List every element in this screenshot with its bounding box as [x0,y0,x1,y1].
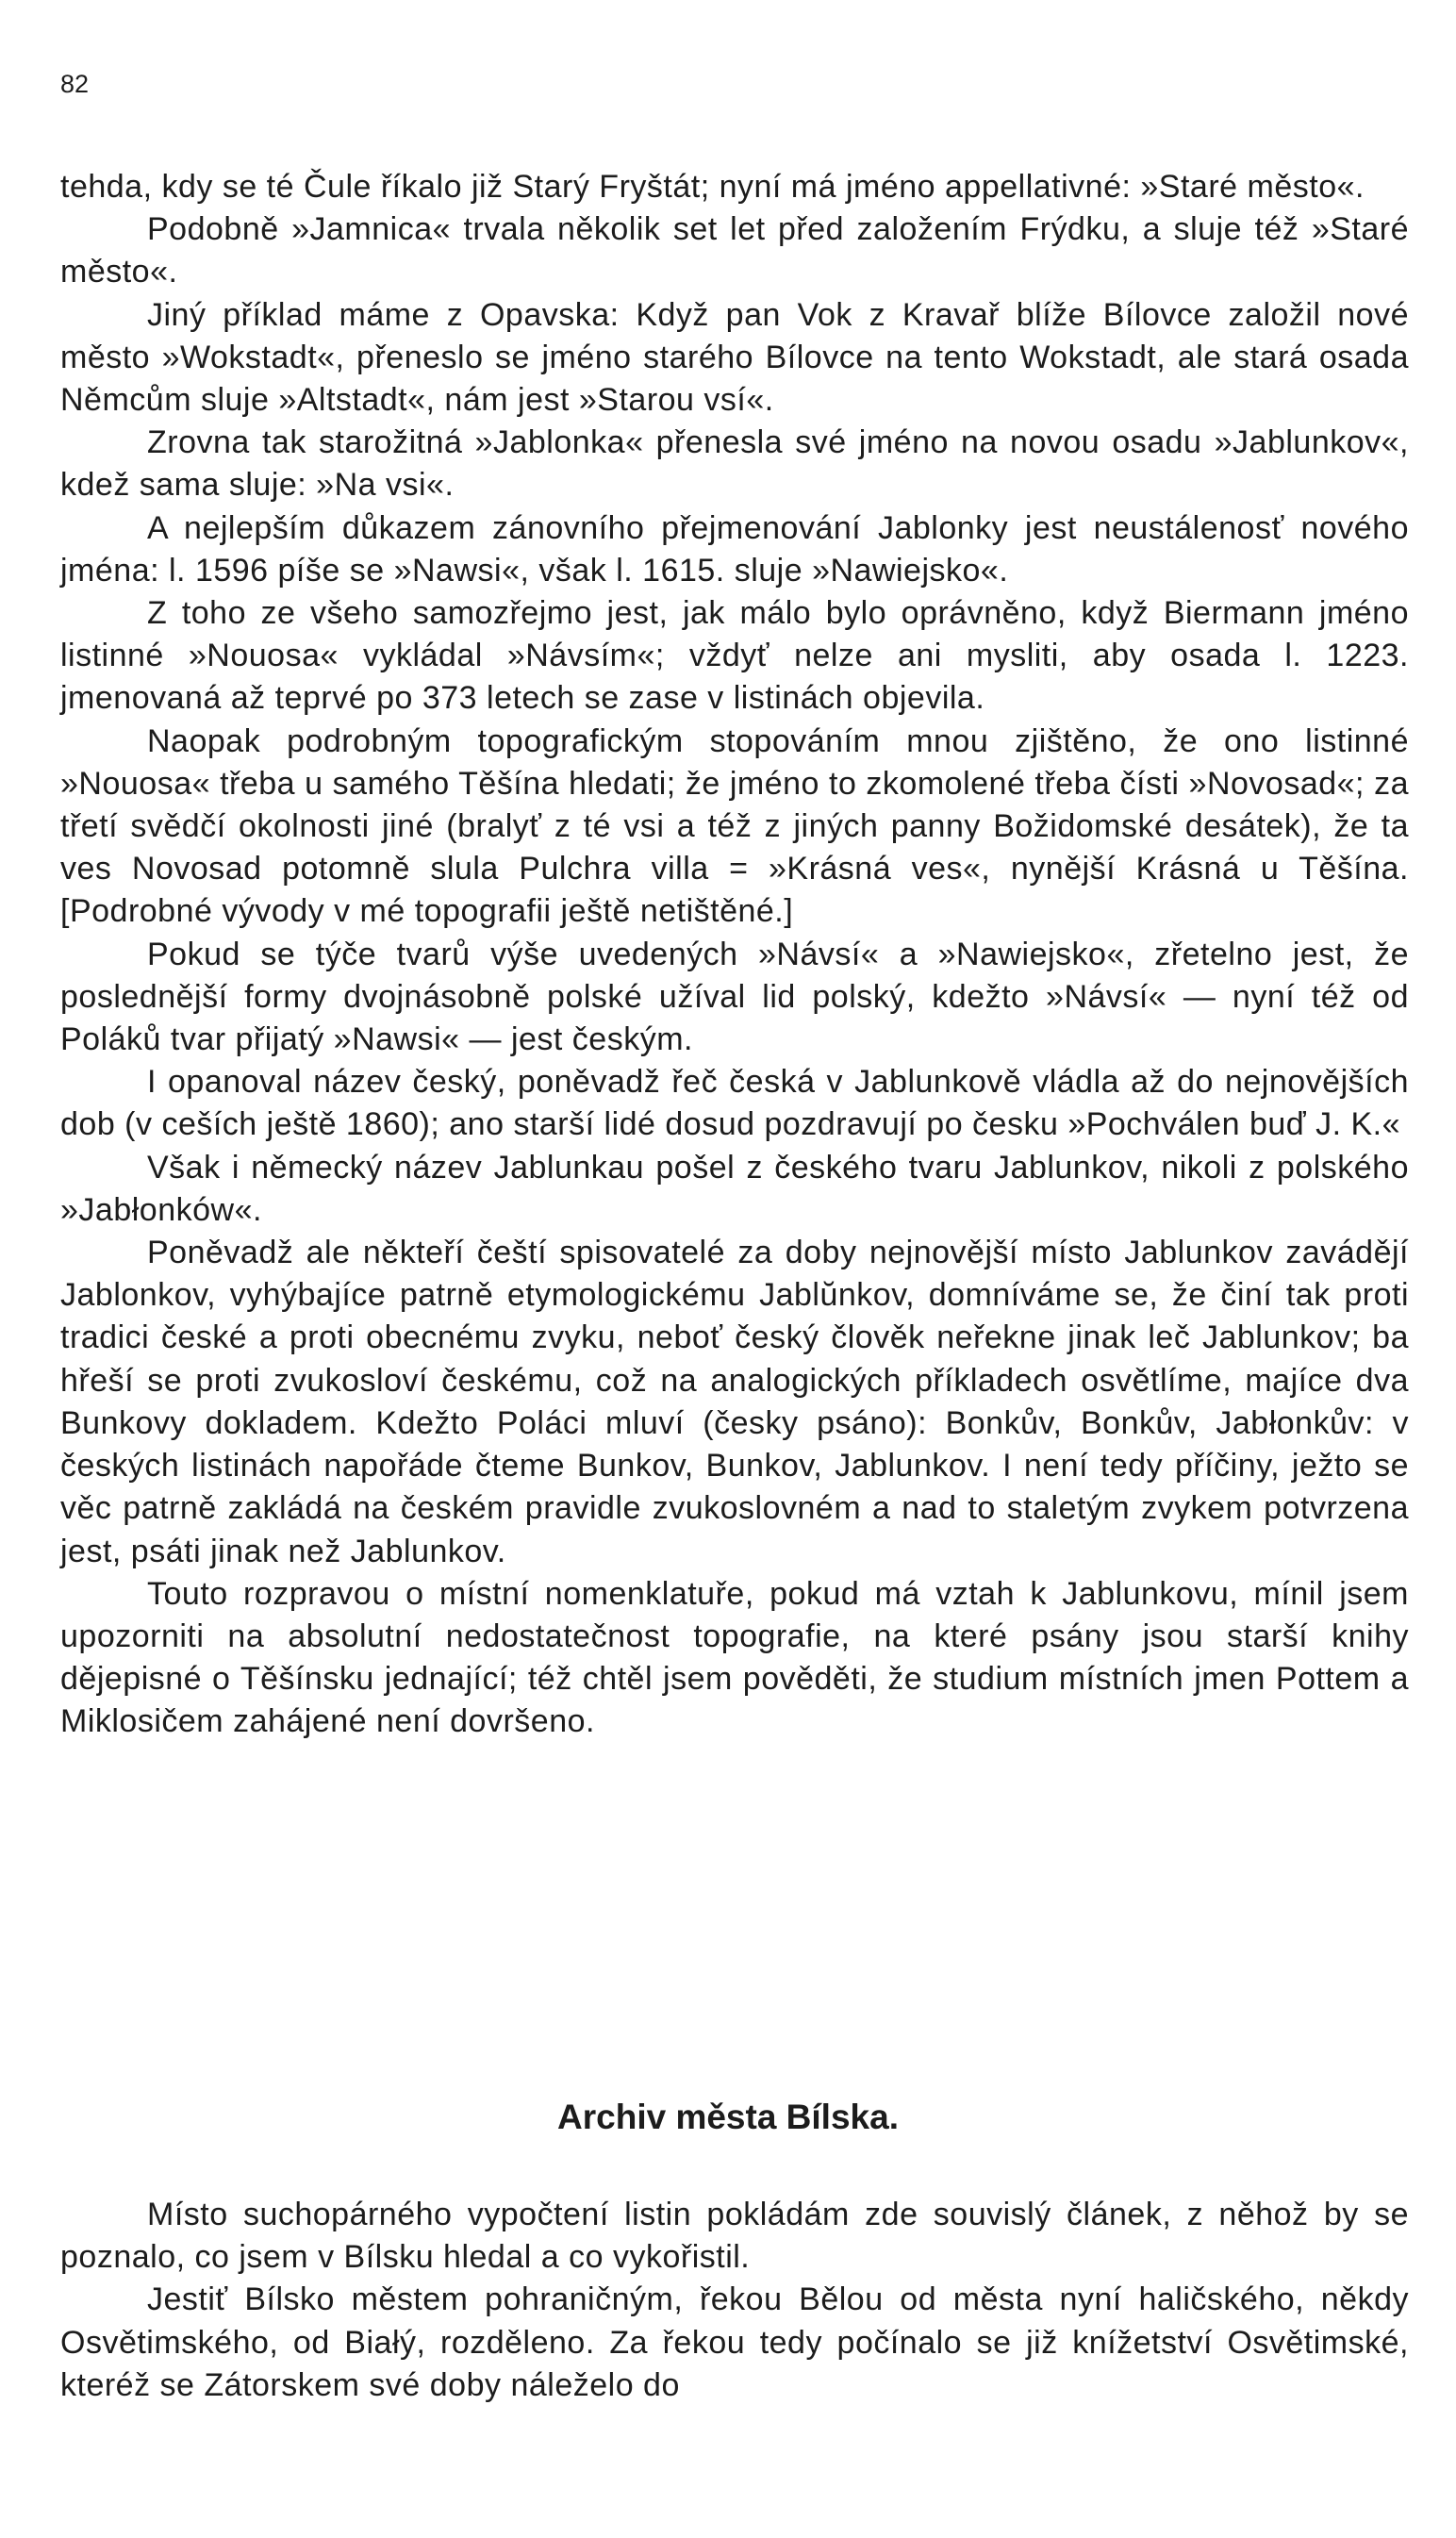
body-text [60,166,1409,1744]
section-heading: Archiv města Bílska. [557,2098,899,2136]
paragraph: Však i německý název Jablunkau pošel z českého tvaru Jablunkov, nikoli z polského »Jabłonków«. [60,1149,1409,1228]
paragraph: Podobně »Jamnica« trvala několik set let před založením Frýdku, a sluje též »Staré město«. [60,211,1409,290]
paragraph: Jestiť Bílsko městem pohraničným, řekou Bělou od města nyní haličského, někdy Osvětimského, od Białý, rozděleno. Za řekou tedy počínalo se již knížetství Osvětimské, kteréž se Zátorskem své doby náleželo do [60,2281,1409,2403]
paragraph: Touto rozpravou o místní nomenklatuře, pokud má vztah k Jablunkovu, mínil jsem upozorniti na absolutní nedostatečnost topografie, na které psány jsou starší knihy dějepisné o Těšínsku jednající; též chtěl jsem pověděti, že studium místních jmen Pottem a Miklosičem zahájené není dovršeno. [60,1575,1409,1740]
paragraph: Naopak podrobným topografickým stopováním mnou zjištěno, že ono listinné »Nouosa« třeba u samého Těšína hledati; že jméno to zkomolené třeba čísti »Novosad«; za třetí svědčí okolnosti jiné (bralyť z té vsi a též z jiných panny Božidomské desátek), že ta ves Novosad potomně slula Pulchra villa = »Krásná ves«, nynější Krásná u Těšína. [Podrobné vývody v mé topografii ještě netištěné.] [60,722,1409,930]
paragraph: Zrovna tak starožitná »Jablonka« přenesla své jméno na novou osadu »Jablunkov«, kdež sama sluje: »Na vsi«. [60,424,1409,504]
body-text-section-2 [60,2194,1409,2407]
paragraph: Jiný příklad máme z Opavska: Když pan Vok z Kravař blíže Bílovce založil nové město »Wokstadt«, přeneslo se jméno starého Bílovce na tento Wokstadt, ale stará osada Němcům sluje »Altstadt«, nám jest »Starou vsí«. [60,296,1409,419]
paragraph: Pokud se týče tvarů výše uvedených »Návsí« a »Nawiejsko«, zřetelno jest, že poslednější formy dvojnásobně polské užíval lid polský, kdežto »Návsí« — nyní též od Poláků tvar přijatý »Nawsi« — jest českým. [60,936,1409,1058]
paragraph: tehda, kdy se té Čule říkalo již Starý Fryštát; nyní má jméno appellativné: »Staré město«. [60,169,1365,205]
paragraph: Místo suchopárného vypočtení listin pokládám zde souvislý článek, z něhož by se poznalo, co jsem v Bílsku hledal a co vykořistil. [60,2197,1409,2276]
paragraph: Poněvadž ale někteří čeští spisovatelé za doby nejnovější místo Jablunkov zavádějí Jablonkov, vyhýbajíce patrně etymologickému Jablŭnkov, domníváme se, že činí tak proti tradici české a proti obecnému zvyku, neboť český člověk neřekne jinak leč Jablunkov; ba hřeší se proti zvukosloví českému, což na analogických příkladech osvětlíme, majíce dva Bunkovy dokladem. Kdežto Poláci mluví (česky psáno): Bonkův, Bonkův, Jabłonkův: v českých listinách napořáde čteme Bunkov, Bunkov, Jablunkov. I není tedy příčiny, ježto se věc patrně zakládá na českém pravidle zvukoslovném a nad to staletým zvykem potvrzena jest, psáti jinak než Jablunkov. [60,1235,1409,1569]
paragraph: A nejlepším důkazem zánovního přejmenování Jablonky jest neustálenosť nového jména: l. 1596 píše se »Nawsi«, však l. 1615. sluje »Nawiejsko«. [60,509,1409,589]
paragraph: I opanoval název český, poněvadž řeč česká v Jablunkově vládla až do nejnovějších dob (v ceších ještě 1860); ano starší lidé dosud pozdravují po česku »Pochválen buď J. K.« [60,1064,1409,1143]
paragraph: Z toho ze všeho samozřejmo jest, jak málo bylo oprávněno, když Biermann jméno listinné »Nouosa« vykládal »Návsím«; vždyť nelze ani mysliti, aby osada l. 1223. jmenovaná až teprvé po 373 letech se zase v listinách objevila. [60,595,1409,717]
page-number: 82 [60,70,90,98]
